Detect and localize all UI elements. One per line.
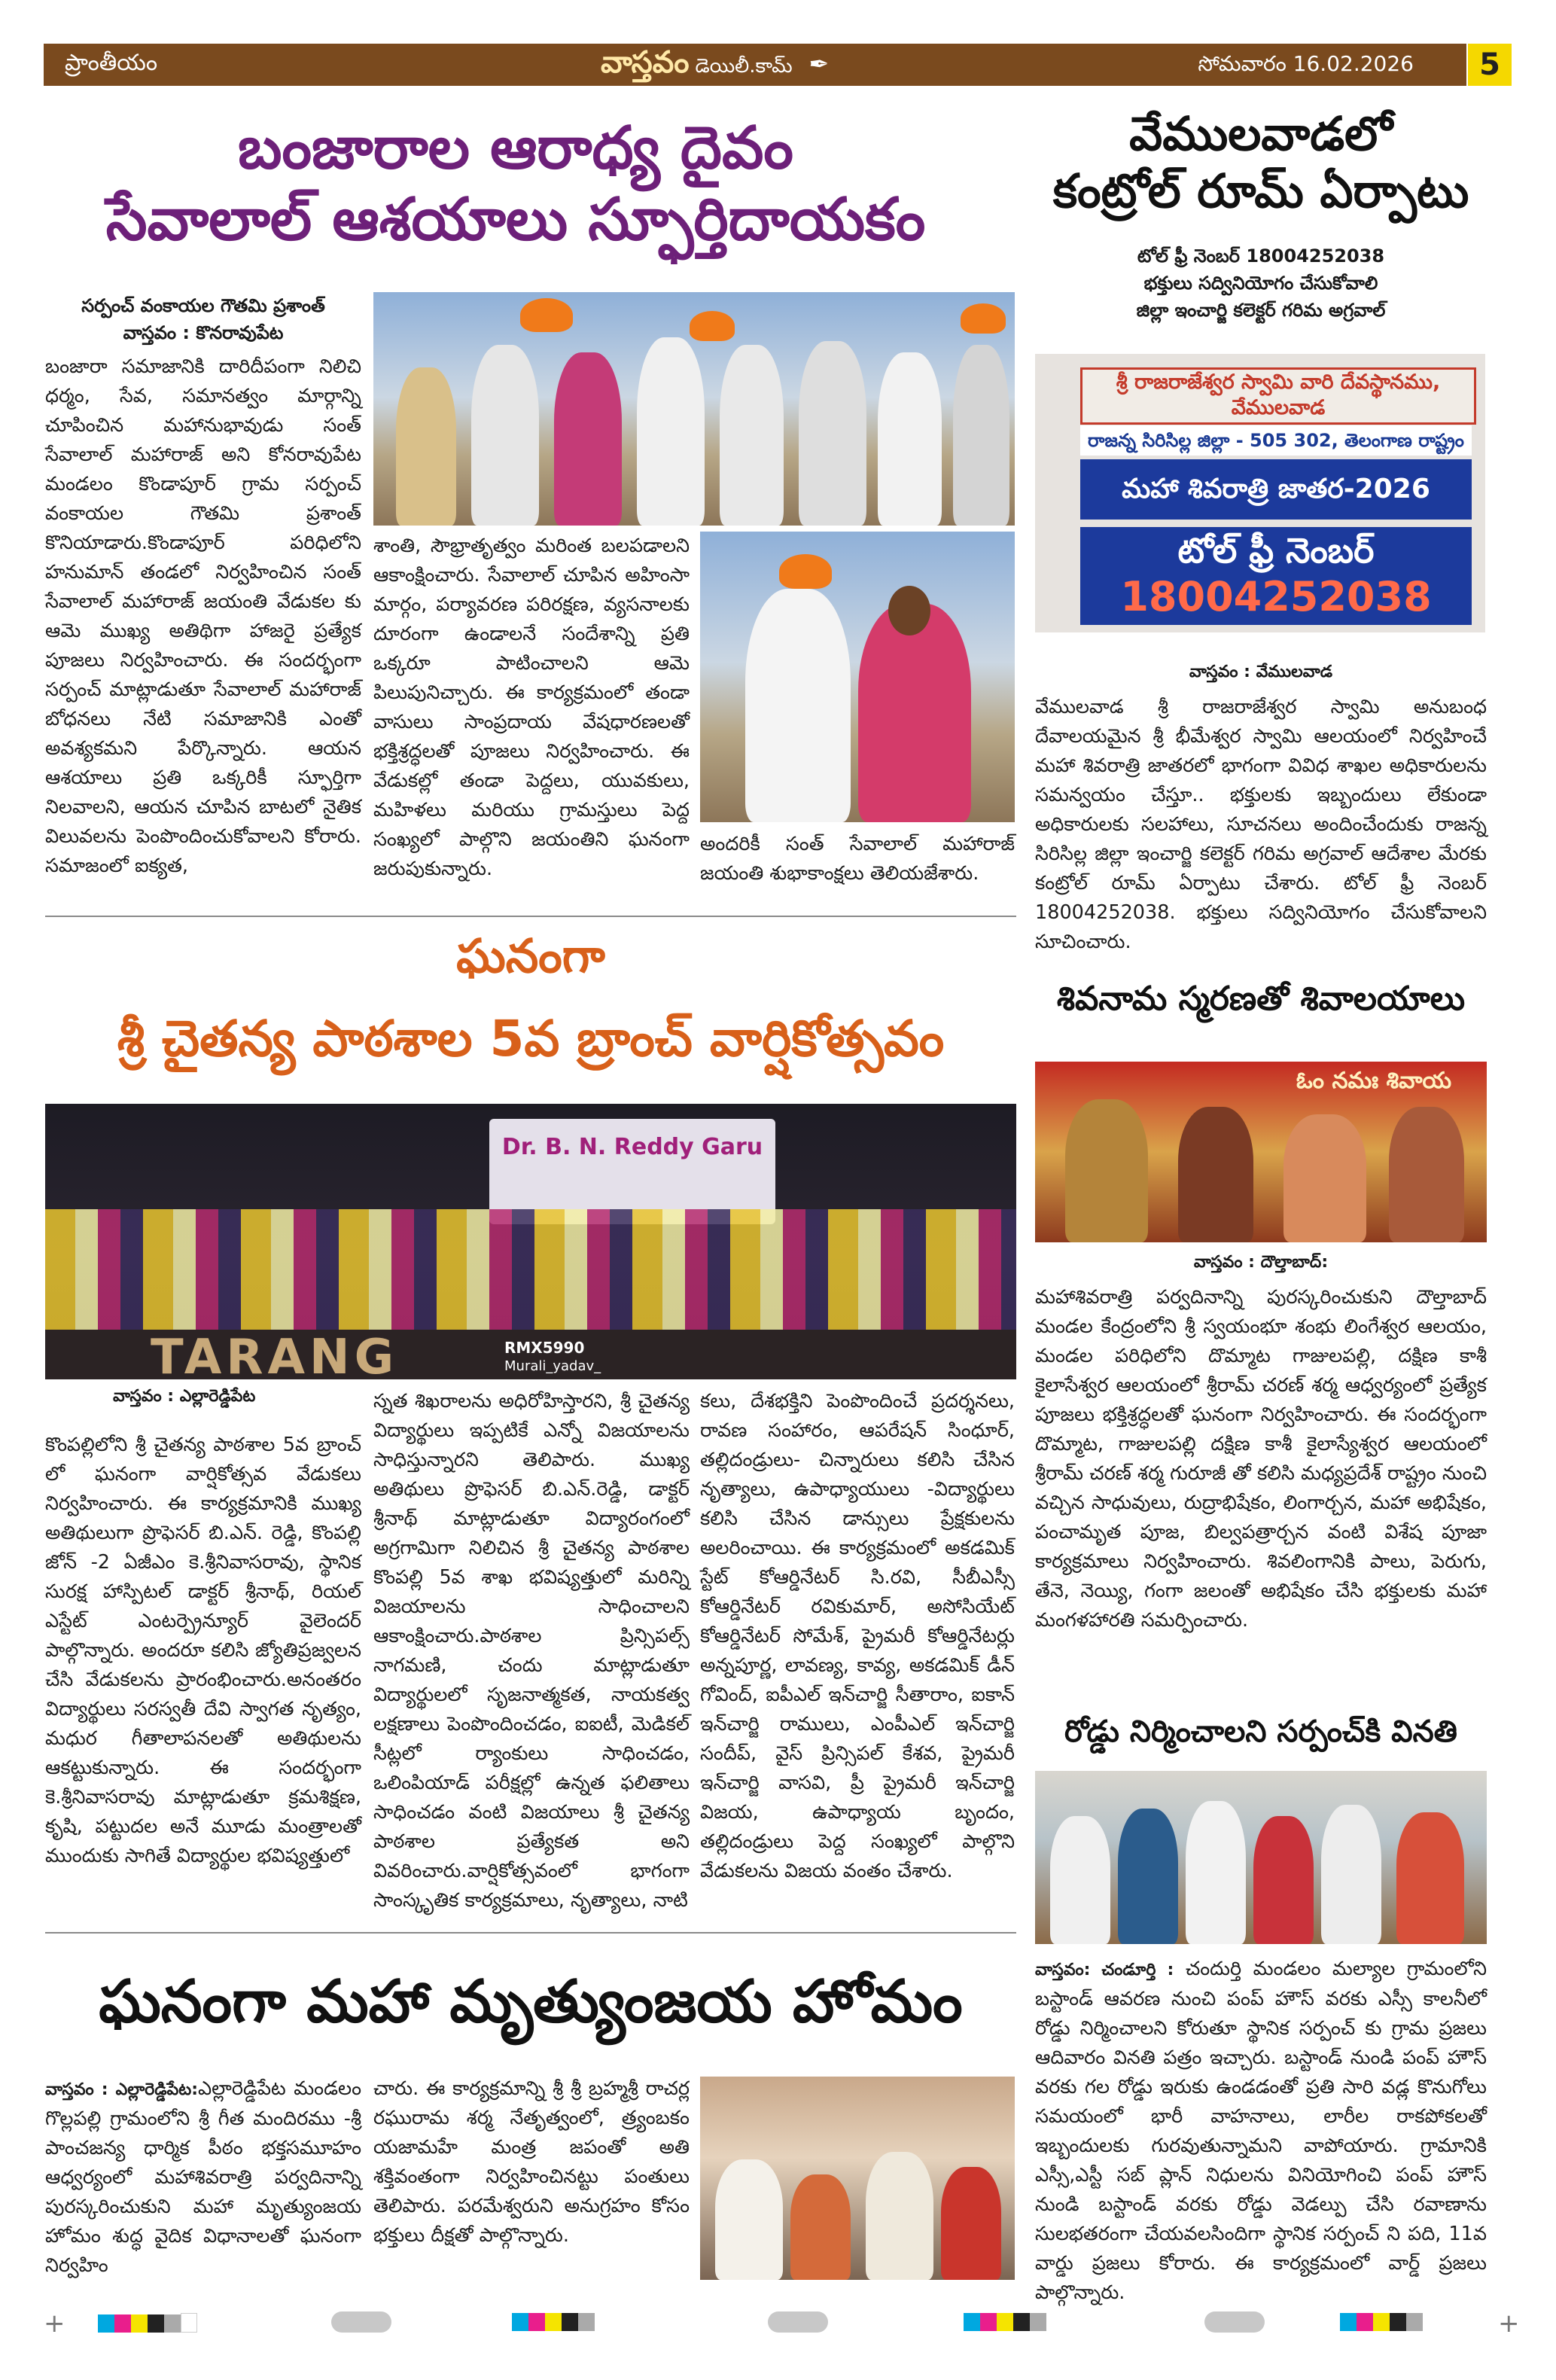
color-bar-1 bbox=[98, 2313, 197, 2331]
story2-photo bbox=[45, 1104, 1016, 1379]
story4-subheads bbox=[1031, 242, 1491, 324]
story1-col3: అందరికీ సంత్ సేవాలాల్ మహారాజ్ జయంతి శుభాకాంక్షలు తెలియజేశారు. bbox=[700, 833, 1015, 885]
story1-subhead bbox=[45, 292, 361, 346]
story6-photo bbox=[1035, 1771, 1487, 1944]
quill-icon: ✒ bbox=[808, 50, 830, 78]
story5-headline: శివనామ స్మరణతో శివాలయాలు bbox=[1056, 980, 1466, 1018]
page-header bbox=[44, 44, 1466, 86]
story4-headline-line1: వేములవాడలో bbox=[1129, 106, 1393, 161]
story1-photo-couple bbox=[700, 532, 1015, 822]
story1-headline-line2: సేవాలాల్ ఆశయాలు స్ఫూర్తిదాయకం bbox=[105, 186, 926, 254]
story6-body bbox=[1035, 1955, 1487, 2308]
story2-col1: కొంపల్లిలోని శ్రీ చైతన్య పాఠశాల 5వ బ్రాంచ్ లో ఘనంగా వార్షికోత్సవ వేడుకలు నిర్వహించారు. ఈ కార్యక్రమానికి ముఖ్య అతిథులుగా ప్రొఫెసర్ బి.ఎన్. రెడ్డి, కొంపల్లి జోన్ -2 ఏజీఎం కె.శ్రీనివాసరావు, స్థానిక సురక్ష హాస్పిటల్ డాక్టర్ శ్రీనాథ్, రియల్ ఎస్టేట్ ఎంటర్ప్రెన్యూర్ వైలెందర్ పాల్గొన్నారు. అందరూ కలిసి జ్యోతిప్రజ్వలన చేసి వేడుకలను ప్రారంభించారు.అనంతరం విద్యార్థులు సరస్వతీ దేవి స్వాగత నృత్యం, మధుర గీతాలాపనలతో అతిథులను ఆకట్టుకున్నారు. ఈ సందర్భంగా కె.శ్రీనివాసరావు మాట్లాడుతూ క్రమశిక్షణ, కృషి, పట్టుదల అనే మూడు మంత్రాలతో ముందుకు సాగితే విద్యార్థుల భవిష్యత్తులో bbox=[45, 1434, 361, 1867]
section-label: ప్రాంతీయం bbox=[65, 50, 158, 76]
registration-mark-right: + bbox=[1498, 2308, 1520, 2339]
registration-mark-left: + bbox=[44, 2308, 65, 2339]
story2-photo-watermark-1: RMX5990 bbox=[504, 1339, 585, 1357]
color-pill-1 bbox=[331, 2311, 391, 2333]
story1-subhead-text: సర్పంచ్ వంకాయల గౌతమి ప్రశాంత్ bbox=[81, 295, 325, 316]
page-number: 5 bbox=[1468, 44, 1512, 86]
story1-headline-line1: బంజారాల ఆరాధ్య దైవం bbox=[238, 114, 793, 182]
story3-byline: వాస్తవం : ఎల్లారెడ్డిపేట: bbox=[45, 2080, 199, 2099]
story4-body: వేములవాడ శ్రీ రాజరాజేశ్వర స్వామి అనుబంధ దేవాలయమైన శ్రీ భీమేశ్వర స్వామి ఆలయంలో నిర్వహించే మహా శివరాత్రి జాతరలో భాగంగా వివిధ శాఖల అధికారులను సమన్వయం చేస్తూ.. భక్తులకు ఇబ్బందులు లేకుండా అధికారులకు సలహాలు, సూచనలు అందించేందుకు రాజన్న సిరిసిల్ల జిల్లా ఇంచార్జి కలెక్టర్ గరిమ అగ్రవాల్ ఆదేశాల మేరకు కంట్రోల్ రూమ్ ఏర్పాటు చేశారు. టోల్ ఫ్రీ నెంబర్ 18004252038. భక్తులు సద్వినియోగం చేసుకోవాలని సూచించారు. bbox=[1035, 696, 1487, 953]
banner-event: మహా శివరాత్రి జాతర-2026 bbox=[1080, 459, 1472, 520]
story6-byline: వాస్తవం: చండూర్తి : bbox=[1035, 1961, 1174, 1979]
story3-col1 bbox=[45, 2074, 361, 2281]
color-bar-4 bbox=[1340, 2313, 1423, 2331]
story4-headline bbox=[1031, 105, 1491, 219]
story2-photo-watermark-2: Murali_yadav_ bbox=[504, 1358, 601, 1374]
story2-col2: స్నత శిఖరాలను అధిరోహిస్తారని, శ్రీ చైతన్య విద్యార్థులు ఇప్పటికే ఎన్నో విజయాలను సాధిస్తున్నారని తెలిపారు. ముఖ్య అతిథులు ప్రొఫెసర్ బి.ఎన్.రెడ్డి, డాక్టర్ శ్రీనాథ్ మాట్లాడుతూ విద్యారంగంలో అగ్రగామిగా నిలిచిన శ్రీ చైతన్య పాఠశాల కొంపల్లి 5వ శాఖ భవిష్యత్తులో మరిన్ని విజయాలను సాధించాలని ఆకాంక్షించారు.పాఠశాల ప్రిన్సిపల్స్ నాగమణి, చందు మాట్లాడుతూ విద్యార్థులలో సృజనాత్మకత, నాయకత్వ లక్షణాలు పెంపొందించడం, ఐఐటీ, మెడికల్ సీట్లలో ర్యాంకులు సాధించడం, ఒలింపియాడ్ పరీక్షల్లో ఉన్నత ఫలితాలు సాధించడం వంటి విజయాలు శ్రీ చైతన్య పాఠశాల ప్రత్యేకత అని వివరించారు.వార్షికోత్సవంలో భాగంగా సాంస్కృతిక కార్యక్రమాలు, నృత్యాలు, నాటి bbox=[373, 1390, 690, 1912]
story4-sub1: టోల్ ఫ్రీ నెంబర్ 18004252038 bbox=[1137, 245, 1385, 267]
masthead-title: వాస్తవం bbox=[601, 45, 690, 80]
banner-tollfree-number: 18004252038 bbox=[1120, 573, 1432, 620]
story2-headline: శ్రీ చైతన్య పాఠశాల 5వ బ్రాంచ్ వార్షికోత్సవం bbox=[117, 1010, 945, 1068]
story2-photo-stage-text: TARANG bbox=[151, 1330, 399, 1379]
story5-byline: వాస్తవం : దౌల్తాబాద్: bbox=[1193, 1253, 1329, 1272]
story4-byline: వాస్తవం : వేములవాడ bbox=[1189, 663, 1333, 681]
story4-sub3: జిల్లా ఇంచార్జి కలెక్టర్ గరిమ అగ్రవాల్ bbox=[1136, 300, 1386, 321]
divider-1 bbox=[45, 916, 1016, 917]
banner-temple-name: శ్రీ రాజరాజేశ్వర స్వామి వారి దేవస్థానము, వేములవాడ bbox=[1080, 367, 1476, 425]
masthead-suffix: డెయిలీ.కామ్ bbox=[695, 55, 793, 78]
story1-col1: బంజారా సమాజానికి దారిదీపంగా నిలిచి ధర్మం, సేవ, సమానత్వం మార్గాన్ని చూపించిన మహానుభావుడు సంత్ సేవాలాల్ మహారాజ్ అని కోనరావుపేట మండలం కొండాపూర్ గ్రామ సర్పంచ్ వంకాయల గౌతమి ప్రశాంత్ కొనియాడారు.కొండాపూర్ పరిధిలోని హనుమాన్ తండలో నిర్వహించిన సంత్ సేవాలాల్ మహారాజ్ జయంతి వేడుకల కు ఆమె ముఖ్య అతిథిగా హాజరై ప్రత్యేక పూజలు నిర్వహించారు. ఈ సందర్భంగా సర్పంచ్ మాట్లాడుతూ సేవాలాల్ మహారాజ్ బోధనలు నేటి సమాజానికి ఎంతో అవశ్యకమని పేర్కొన్నారు. ఆయన ఆశయాలు ప్రతి ఒక్కరికీ స్ఫూర్తిగా నిలవాలని, ఆయన చూపిన బాటలో నైతిక విలువలను పెంపొందించుకోవాలని కోరారు. సమాజంలో ఐక్యత, bbox=[45, 355, 361, 877]
color-pill-2 bbox=[768, 2311, 828, 2333]
banner-tollfree-label: టోల్ ఫ్రీ నెంబర్ bbox=[1177, 530, 1375, 571]
story2-byline: వాస్తవం : ఎల్లారెడ్డిపేట bbox=[113, 1387, 256, 1406]
story4-sub2: భక్తులు సద్వినియోగం చేసుకోవాలి bbox=[1143, 273, 1378, 294]
story5-photo-banner: ఓం నమః శివాయ bbox=[1296, 1068, 1452, 1094]
story3-col2: చారు. ఈ కార్యక్రమాన్ని శ్రీ శ్రీ బ్రహ్మశ్రీ రాచర్ల రఘురామ శర్మ నేతృత్వంలో, త్ర్యంబకం యజామహే మంత్ర జపంతో అతి శక్తివంతంగా నిర్వహించినట్టు పంతులు తెలిపారు. పరమేశ్వరుని అనుగ్రహం కోసం భక్తులు దీక్షతో పాల్గొన్నారు. bbox=[373, 2077, 690, 2247]
story4-headline-line2: కంట్రోల్ రూమ్ ఏర్పాటు bbox=[1052, 163, 1469, 218]
color-bar-3 bbox=[964, 2313, 1046, 2331]
story1-photo-group bbox=[373, 292, 1015, 526]
divider-2 bbox=[45, 1932, 1016, 1934]
story1-byline: వాస్తవం : కొనరావుపేట bbox=[123, 322, 284, 343]
story2-photo-banner: Dr. B. N. Reddy Garu bbox=[501, 1134, 763, 1160]
story5-body: మహాశివరాత్రి పర్వదినాన్ని పురస్కరించుకుని దౌల్తాబాద్ మండల కేంద్రంలోని శ్రీ స్వయంభూ శంభు లింగేశ్వర ఆలయం, మండల పరిధిలోని దొమ్మాట గాజులపల్లి, దక్షిణ కాశీ కైలాసేశ్వర ఆలయంలో శ్రీరామ్ చరణ్ శర్మ ఆధ్వర్యంలో ప్రత్యేక పూజలు భక్తిశ్రద్ధలతో ఘనంగా నిర్వహించారు. ఈ సందర్భంగా దొమ్మాట, గాజులపల్లి దక్షిణ కాశీ కైలాస్యేశ్వర ఆలయంలో శ్రీరామ్ చరణ్ శర్మ గురూజీ తో కలిసి మధ్యప్రదేశ్ రాష్ట్రం నుంచి వచ్చిన సాధువులు, రుద్రాభిషేకం, లింగార్చన, మహా అభిషేకం, పంచామృత పూజ, బిల్వపత్రార్చన వంటి విశేష పూజా కార్యక్రమాలు నిర్వహించారు. శివలింగానికి పాలు, పెరుగు, తేనె, నెయ్యి, గంగా జలంతో అభిషేకం చేసి భక్తులకు మహా మంగళహారతి సమర్పించారు. bbox=[1035, 1286, 1487, 1632]
issue-date: సోమవారం 16.02.2026 bbox=[1198, 51, 1414, 76]
story3-photo bbox=[700, 2077, 1015, 2280]
story1-headline bbox=[45, 113, 986, 256]
banner-tollfree bbox=[1080, 527, 1472, 625]
story5-photo bbox=[1035, 1062, 1487, 1242]
story6-headline: రోడ్డు నిర్మించాలని సర్పంచ్‌కి వినతి bbox=[1064, 1714, 1457, 1749]
story1-col2: శాంతి, సౌభ్రాతృత్వం మరింత బలపడాలని ఆకాంక్షించారు. సేవాలాల్ చూపిన అహింసా మార్గం, పర్యావరణ పరిరక్షణ, వ్యసనాలకు దూరంగా ఉండాలనే సందేశాన్ని ప్రతి ఒక్కరూ పాటించాలని ఆమె పిలుపునిచ్చారు. ఈ కార్యక్రమంలో తండా వాసులు సాంప్రదాయ వేషధారణలతో భక్తిశ్రద్ధలతో పూజలు నిర్వహించారు. ఈ వేడుకల్లో తండా పెద్దలు, యువకులు, మహిళలు మరియు గ్రామస్తులు పెద్ద సంఖ్యలో పాల్గొని జయంతిని ఘనంగా జరుపుకున్నారు. bbox=[373, 535, 690, 880]
story3-col1-text: ఎల్లారెడ్డిపేట మండలం గొల్లపల్లి గ్రామంలోని శ్రీ గీత మందిరము -శ్రీ పాంచజన్య ధార్మిక పీఠం భక్తసమూహం ఆధ్వర్యంలో మహాశివరాత్రి పర్వదినాన్ని పురస్కరించుకుని మహా మృత్యుంజయ హోమం శుద్ధ వైదిక విధానాలతో ఘనంగా నిర్వహిం bbox=[45, 2077, 361, 2277]
story6-body-text: చందుర్తి మండలం మల్యాల గ్రామంలోని బస్టాండ్ ఆవరణ నుంచి పంప్ హౌస్ వరకు ఎస్సీ కాలనీలో రోడ్డు నిర్మించాలని కోరుతూ స్థానిక సర్పంచ్ కు గ్రామ ప్రజలు ఆదివారం వినతి పత్రం ఇచ్చారు. బస్టాండ్ నుండి పంప్ హౌస్ వరకు గల రోడ్డు ఇరుకు ఉండడంతో ప్రతి సారి వడ్ల కొనుగోలు సమయంలో భారీ వాహనాలు, లారీల రాకపోకలతో ఇబ్బందులకు గురవుతున్నామని వాపోయారు. గ్రామానికి ఎస్సీ,ఎస్టీ సబ్ ప్లాన్ నిధులను వినియోగించి పంప్ హౌస్ నుండి బస్టాండ్ వరకు రోడ్డు వెడల్పు చేసి రవాణాను సులభతరంగా చేయవలసిందిగా స్థానిక సర్పంచ్ ని పది, 11వ వార్డు ప్రజలు కోరారు. ఈ కార్యక్రమంలో వార్డ్ ప్రజలు పాల్గొన్నారు. bbox=[1035, 1958, 1487, 2304]
story2-kicker: ఘనంగా bbox=[456, 928, 605, 983]
story3-headline: ఘనంగా మహా మృత్యుంజయ హోమం bbox=[99, 1968, 963, 2036]
color-pill-3 bbox=[1204, 2311, 1265, 2333]
color-bar-2 bbox=[512, 2313, 595, 2331]
masthead bbox=[601, 45, 829, 87]
banner-address: రాజన్న సిరిసిల్ల జిల్లా - 505 302, తెలంగాణ రాష్ట్రం bbox=[1080, 425, 1472, 456]
story2-col3: కలు, దేశభక్తిని పెంపొందించే ప్రదర్శనలు, రావణ సంహారం, ఆపరేషన్ సింధూర్, తల్లిదండ్రులు- చిన్నారులు కలిసి చేసిన నృత్యాలు, ఉపాధ్యాయులు -విద్యార్థులు కలిసి చేసిన డాన్సులు ప్రేక్షకులను అలరించాయి. ఈ కార్యక్రమంలో అకడమిక్ స్టేట్ కోఆర్డినేటర్ సి.రవి, సీబీఎస్సీ కోఆర్డినేటర్ రవికుమార్, అసోసియేట్ కోఆర్డినేటర్ సోమేశ్, ప్రైమరీ కోఆర్డినేటర్లు అన్నపూర్ణ, లావణ్య, కావ్య, అకడమిక్ డీన్ గోవింద్, ఐపీఎల్ ఇన్‌చార్జి సీతారాం, ఐకాన్ ఇన్‌చార్జి రాములు, ఎంపీఎల్ ఇన్‌చార్జి సందీప్, వైస్ ప్రిన్సిపల్ కేశవ, ప్రైమరీ ఇన్‌చార్జి వాసవి, ప్రీ ప్రైమరీ ఇన్‌చార్జి విజయ, ఉపాధ్యాయ బృందం, తల్లిదండ్రులు పెద్ద సంఖ్యలో పాల్గొని వేడుకలను విజయ వంతం చేశారు. bbox=[700, 1390, 1015, 1882]
story4-photo-banner bbox=[1035, 354, 1485, 632]
